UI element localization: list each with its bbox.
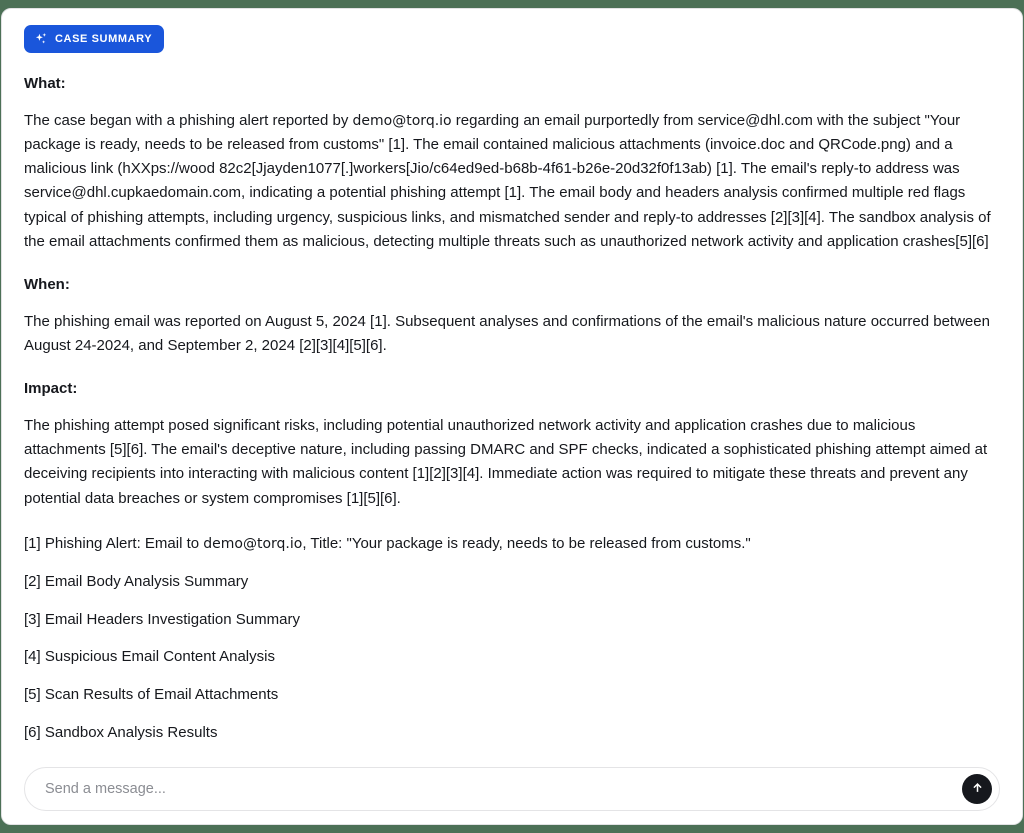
chat-panel [1,8,1023,825]
what-paragraph [24,109,1000,255]
what-text-before-email: The case began with a phishing alert reported by [24,111,353,129]
composer-input-wrapper[interactable] [24,767,1000,811]
send-button[interactable] [962,774,992,804]
reference-item-4: [4] Suspicious Email Content Analysis [24,648,275,666]
references-list [24,525,1000,752]
reference-1-prefix: [1] Phishing Alert: Email to [24,535,204,553]
impact-heading: Impact: [24,380,78,398]
reference-item-3: [3] Email Headers Investigation Summary [24,610,300,628]
what-text-after-email: regarding an email purportedly from service@dhl.com with the subject "Your package is ready, needs to be released from customs" [1]. The email contained malicious attachments (invoice.doc and QRCode.png) and a malicious link (hXXps://wood 82c2[Jjayden1077[.]workers[Jio/c64ed9ed-b68b-4f61-b26e-20d32f0f13ab) [1]. The email's reply-to address was service@dhl.cupkaedomain.com, indicating a potential phishing attempt [1]. The email body and headers analysis confirmed multiple red flags typical of phishing attempts, including urgency, suspicious links, and mismatched sender and reply-to addresses [2][3][4]. The sandbox analysis of the email attachments confirmed them as malicious, detecting multiple threats such as unauthorized network activity and application crashes[5][6] [24,111,991,250]
sparkles-icon [34,32,48,46]
impact-paragraph: The phishing attempt posed significant risks, including potential unauthorized network activity and application crashes due to malicious attachments [5][6]. The email's deceptive nature, including passing DMARC and SPF checks, indicated a sophisticated phishing attempt aimed at deceiving recipients into interacting with malicious content [1][2][3][4]. Immediate action was required to mitigate these threats and prevent any potential data breaches or system compromises [1][5][6]. [24,416,988,507]
message-scroll-area[interactable] [2,9,1022,754]
reference-1-email: demo@torq.io [203,536,303,553]
reference-1-suffix: , Title: "Your package is ready, needs to be released from customs." [302,535,751,553]
case-summary-badge[interactable] [24,25,164,53]
reference-item-1 [24,525,1000,563]
what-heading: What: [24,75,66,92]
reference-item-2: [2] Email Body Analysis Summary [24,572,249,590]
case-summary-badge-label: CASE SUMMARY [55,32,153,45]
reference-item-5: [5] Scan Results of Email Attachments [24,686,279,704]
when-heading: When: [24,276,70,294]
when-paragraph: The phishing email was reported on August 5, 2024 [1]. Subsequent analyses and confirmations of the email's malicious nature occurred between August 24-2024, and September 2, 2024 [2][3][4][5][6]. [24,312,990,355]
message-input[interactable] [43,767,947,811]
composer-bar [2,754,1022,824]
reference-item-6: [6] Sandbox Analysis Results [24,723,218,741]
reporter-email: demo@torq.io [352,112,452,129]
arrow-up-icon [970,780,985,798]
